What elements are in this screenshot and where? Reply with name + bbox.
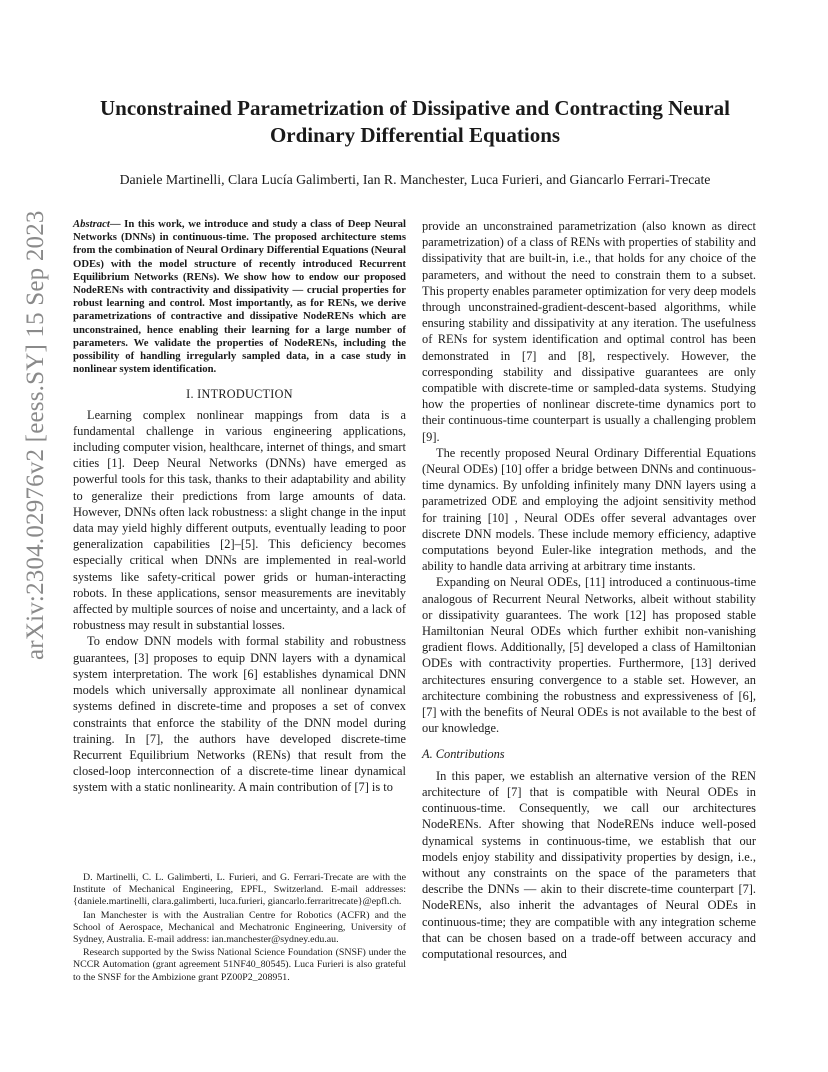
footnote-affiliation-sydney: Ian Manchester is with the Australian Centre for Robotics (ACFR) and the School of Aerospace, Mechanical and Mechatronic Engineering, University of Sydney, Australia. E-mail address: ian.manchester@sydney.edu.au. — [73, 909, 406, 946]
section-heading-introduction: I. INTRODUCTION — [186, 387, 293, 402]
paragraph: Expanding on Neural ODEs, [11] introduced a continuous-time analogous of Recurrent Neural Networks, albeit without stability or dissipativity guarantees. The work [12] has proposed stable Hamiltonian Neural ODEs which further exhibit non-vanishing gradient flows. Additionally, [5] developed a class of Hamiltonian ODEs with contractivity properties. Furthermore, [13] derived architectures ensuring convergence to a stable set. However, an architecture combining the robustness and expressiveness of [6], [7] with the benefits of Neural ODEs is not available to the best of our knowledge. — [422, 575, 756, 736]
paragraph: In this paper, we establish an alternative version of the REN architecture of [7] that is compatible with Neural ODEs in continuous-time. Consequently, we call our architectures NodeRENs. After showing that NodeRENs induce well-posed dynamical systems in continuous-time, we establish that our models enjoy stability and dissipativity properties by design, i.e., without any constraints on the space of the parameters that describe the DNNs — akin to their discrete-time counterpart [7]. NodeRENs, also inherit the advantages of Neural ODEs in continuous-time; they are compatible with any integration scheme that can be chosen based on a trade-off between accuracy and computational resources, and — [422, 768, 756, 961]
author-list: Daniele Martinelli, Clara Lucía Galimberti, Ian R. Manchester, Luca Furieri, and Giancarlo Ferrari-Trecate — [119, 172, 711, 187]
paragraph: To endow DNN models with formal stability and robustness guarantees, [3] proposes to equip DNN layers with a dynamical system interpretation. The work [6] establishes dynamical DNN models which universally approximate all nonlinear dynamical systems defined in discrete-time and proposes a set of convex constraints that enforce the stability of the DNN model during training. In [7], the authors have developed discrete-time Recurrent Equilibrium Networks (RENs) that result from the closed-loop interconnection of a discrete-time linear dynamical system with a static nonlinearity. A main contribution of [7] is to — [73, 634, 406, 795]
left-column — [73, 218, 406, 796]
abstract — [73, 218, 406, 376]
paragraph: The recently proposed Neural Ordinary Differential Equations (Neural ODEs) [10] offer a bridge between DNNs and continuous-time dynamics. By unfolding infinitely many DNN layers using a parametrized ODE and employing the adjoint sensitivity method for training [10] , Neural ODEs offer several advantages over discrete DNN models. These include memory efficiency, adaptive computations beyond Euler-like integration methods, and the ability to handle data arriving at arbitrary time instants. — [422, 445, 756, 574]
right-column — [422, 218, 756, 962]
paragraph: Learning complex nonlinear mappings from data is a fundamental challenge in various engineering applications, including computer vision, healthcare, internet of things, and smart cities [1]. Deep Neural Networks (DNNs) have emerged as powerful tools for this task, thanks to their adaptability and ability to generalize their predictions from large amounts of data. However, DNNs often lack robustness: a slight change in the input data may yield highly different outputs, eventually leading to poor generalization capabilities [2]–[5]. This deficiency becomes especially critical when DNNs are implemented in real-world systems like safety-critical power grids or human-interacting robots. In these applications, sensor measurements are inevitably affected by multiple sources of noise and uncertainty, and a lack of robustness may result in substantial losses. — [73, 407, 406, 633]
footnote-affiliation-epfl: D. Martinelli, C. L. Galimberti, L. Furieri, and G. Ferrari-Trecate are with the Institute of Mechanical Engineering, EPFL, Switzerland. E-mail addresses: {daniele.martinelli, clara.galimberti, luca.furieri, giancarlo.ferraritrecate}@epfl.ch. — [73, 872, 406, 908]
abstract-label: Abstract — [73, 218, 110, 230]
footnotes — [73, 872, 406, 985]
subsection-heading-contributions: A. Contributions — [422, 746, 505, 761]
arxiv-identifier: arXiv:2304.02976v2 [eess.SY] 15 Sep 2023 — [22, 210, 49, 660]
footnote-funding: Research supported by the Swiss National Science Foundation (SNSF) under the NCCR Automation (grant agreement 51NF40_80545). Luca Furieri is also grateful to the SNSF for the Ambizione grant PZ00P2_208951. — [73, 947, 406, 983]
abstract-text: — In this work, we introduce and study a class of Deep Neural Networks (DNNs) in continuous-time. The proposed architecture stems from the combination of Neural Ordinary Differential Equations (Neural ODEs) with the model structure of recently introduced Recurrent Equilibrium Networks (RENs). We show how to endow our proposed NodeRENs with contractivity and dissipativity — crucial properties for robust learning and control. Most importantly, as for RENs, we derive parametrizations of contractive and dissipative NodeRENs which are unconstrained, hence enabling their learning for a large number of parameters. We validate the properties of NodeRENs, including the possibility of handling irregularly sampled data, in a case study in nonlinear system identification. — [73, 218, 406, 376]
paper-title: Unconstrained Parametrization of Dissipative and Contracting Neural Ordinary Differential Equations — [100, 96, 730, 147]
paragraph: provide an unconstrained parametrization (also known as direct parametrization) of a class of RENs with properties of stability and dissipativity that are built-in, i.e., that holds for any choice of the parameters, and without the need to constrain them to a subset. This property enables parameter optimization for very deep models through unconstrained-gradient-descent-based algorithms, while ensuring stability and dissipativity at any iteration. The usefulness of RENs for system identification and optimal control has been demonstrated in [7] and [8], respectively. However, the corresponding stability and dissipative guarantees are only compatible with discrete-time or sampled-data systems. Studying how the properties of nonlinear discrete-time dynamics port to their continuous-time counterpart is usually a challenging problem [9]. — [422, 219, 756, 444]
